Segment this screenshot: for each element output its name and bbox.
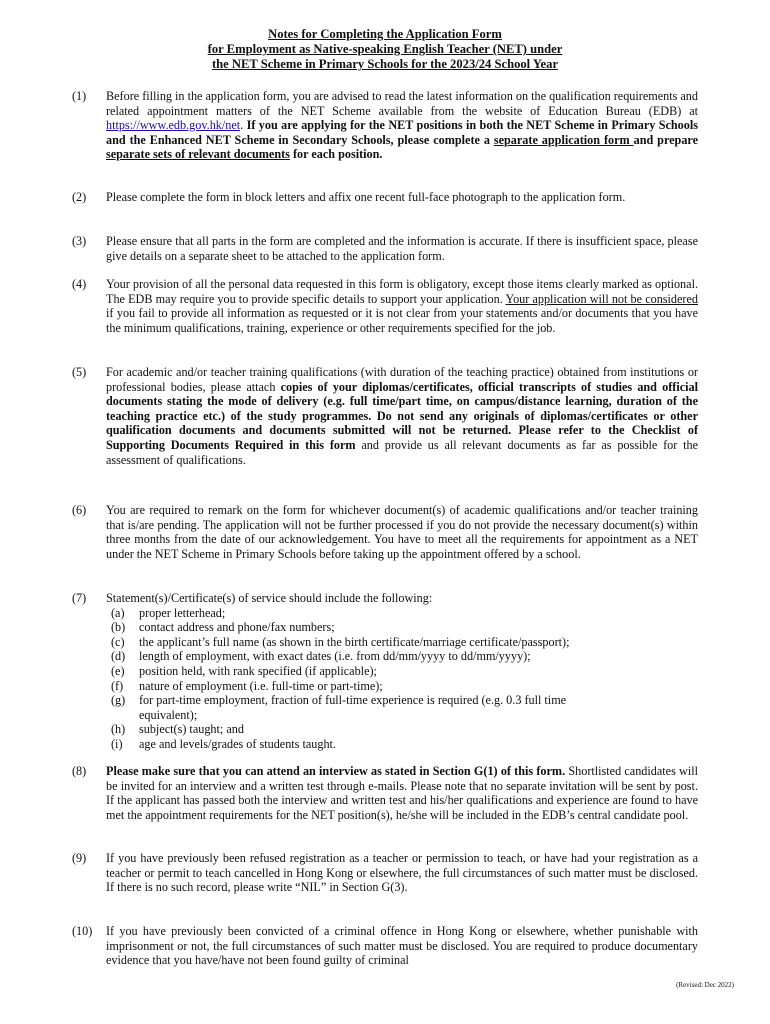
list-item bbox=[106, 649, 698, 664]
note-underlined-text: separate application form bbox=[493, 132, 634, 147]
list-item-text: for part-time employment, fraction of full-time experience is required (e.g. 0.3 full time equivalent); bbox=[139, 693, 567, 722]
note-bold-text: If you are applying for the NET positions in both the NET Scheme in Primary Schools and the Enhanced NET Scheme in Secondary Schools, please complete a bbox=[106, 118, 699, 147]
note-bold-text: for each position. bbox=[289, 147, 383, 162]
list-item-label: (f) bbox=[111, 678, 124, 693]
note-10 bbox=[72, 924, 698, 968]
list-item-label: (e) bbox=[111, 663, 125, 678]
document-title bbox=[0, 27, 770, 72]
edb-net-link[interactable]: https://www.edb.gov.hk/net bbox=[106, 118, 241, 133]
note-number: (1) bbox=[72, 89, 87, 103]
note-text: and provide us all relevant documents as far as possible for the assessment of qualifications. bbox=[106, 437, 698, 467]
note-text: Your provision of all the personal data requested in this form is obligatory, except those items clearly marked as optional. The EDB may require you to provide specific details to support your application. bbox=[106, 277, 698, 306]
note-body bbox=[106, 277, 698, 335]
list-item bbox=[106, 679, 698, 694]
note-3 bbox=[72, 234, 698, 263]
list-item bbox=[106, 635, 698, 650]
note-1 bbox=[72, 89, 698, 162]
list-item bbox=[106, 737, 698, 752]
list-item-text: position held, with rank specified (if applicable); bbox=[139, 663, 377, 678]
note-9 bbox=[72, 851, 698, 895]
note-bold-text: and prepare bbox=[633, 132, 699, 147]
note-body bbox=[106, 365, 698, 467]
note-number: (7) bbox=[72, 591, 87, 605]
note-bold-text: Please make sure that you can attend an interview as stated in Section G(1) of this form. bbox=[106, 764, 566, 778]
list-item-label: (d) bbox=[111, 649, 126, 664]
note-4 bbox=[72, 277, 698, 335]
list-item bbox=[106, 693, 609, 722]
note-5 bbox=[72, 365, 698, 467]
note-text: if you fail to provide all information as requested or it is not clear from your statements and/or documents that you have the minimum qualifications, training, experience or other requirements specified for the job. bbox=[106, 306, 698, 335]
note-body: You are required to remark on the form for whichever document(s) of academic qualifications and/or teacher training that is/are pending. The application will not be further processed if you do not provide the necessary document(s) within three months from the date of our acknowledgement. You have to meet all the requirements for appointment as a NET under the NET Scheme in Primary Schools before taking up the appointment offered by a school. bbox=[106, 503, 698, 561]
note-number: (4) bbox=[72, 277, 87, 291]
title-line-3: the NET Scheme in Primary Schools for the 2023/24 School Year bbox=[211, 57, 559, 71]
list-item-text: nature of employment (i.e. full-time or part-time); bbox=[139, 678, 383, 693]
note-number: (5) bbox=[72, 365, 87, 379]
note-number: (9) bbox=[72, 851, 87, 865]
list-item bbox=[106, 722, 698, 737]
note-number: (3) bbox=[72, 234, 87, 248]
note-2 bbox=[72, 190, 698, 205]
note-8 bbox=[72, 764, 698, 822]
note-text: Before filling in the application form, you are advised to read the latest information on the qualification requirements and related appointment matters of the NET Scheme available from the website of Education Bureau (EDB) at bbox=[106, 89, 698, 118]
list-item-text: the applicant’s full name (as shown in the birth certificate/marriage certificate/passport); bbox=[139, 634, 570, 649]
list-item-text: age and levels/grades of students taught. bbox=[139, 736, 336, 751]
list-item-label: (c) bbox=[111, 634, 125, 649]
list-item-label: (h) bbox=[111, 722, 126, 737]
note-underlined-text: Your application will not be considered bbox=[505, 291, 698, 306]
note-body bbox=[106, 764, 698, 822]
list-item-text: subject(s) taught; and bbox=[139, 722, 244, 737]
list-item-text: proper letterhead; bbox=[139, 605, 226, 620]
note-text: For academic and/or teacher training qualifications (with duration of the teaching practice) obtained from institutions or professional bodies, please attach bbox=[106, 365, 698, 394]
note-body: Please ensure that all parts in the form are completed and the information is accurate. If there is insufficient space, please give details on a separate sheet to be attached to the application form. bbox=[106, 234, 698, 263]
note-number: (2) bbox=[72, 190, 87, 204]
note-6 bbox=[72, 503, 698, 561]
list-item-text: contact address and phone/fax numbers; bbox=[139, 620, 335, 635]
note-underlined-text: separate sets of relevant documents bbox=[106, 147, 290, 162]
list-item-label: (a) bbox=[111, 605, 125, 620]
note-number: (10) bbox=[72, 924, 93, 938]
note-intro: Statement(s)/Certificate(s) of service should include the following: bbox=[106, 591, 433, 605]
note-text: . bbox=[240, 118, 247, 133]
revision-footer: (Revised: Dec 2022) bbox=[676, 981, 734, 989]
list-item-label: (g) bbox=[111, 693, 126, 708]
note-text: Shortlisted candidates will be invited for an interview and a written test through e-mails. Please note that no separate invitation will be sent by post. If the applicant has passed both the interview and written test and his/her qualifications and experience are found to have met the appointment requirements for the NET position(s), he/she will be included in the EDB’s central candidate pool. bbox=[106, 764, 698, 822]
note-number: (6) bbox=[72, 503, 87, 517]
list-item bbox=[106, 620, 698, 635]
note-body bbox=[106, 89, 698, 162]
title-line-1: Notes for Completing the Application Form bbox=[268, 27, 502, 41]
service-statement-list bbox=[106, 606, 698, 752]
note-bold-text: copies of your diplomas/certificates, official transcripts of studies and official documents stating the mode of delivery (e.g. full time/part time, on campus/distance learning, duration of the teaching practice etc.) of the study programmes. Do not send any originals of diplomas/certificates or other qualification documents and documents submitted will not be returned. Please refer to the Checklist of Supporting Documents Required in this form bbox=[106, 379, 698, 452]
list-item bbox=[106, 664, 698, 679]
list-item-label: (b) bbox=[111, 620, 126, 635]
list-item bbox=[106, 606, 698, 621]
note-number: (8) bbox=[72, 764, 87, 778]
title-line-2: for Employment as Native-speaking English Teacher (NET) under bbox=[207, 42, 563, 56]
note-body: If you have previously been refused registration as a teacher or permission to teach, or have had your registration as a teacher or permit to teach cancelled in Hong Kong or elsewhere, the full circumstances of such matter must be disclosed. If there is no such record, please write “NIL” in Section G(3). bbox=[106, 851, 698, 895]
note-7 bbox=[72, 591, 698, 752]
list-item-text: length of employment, with exact dates (i.e. from dd/mm/yyyy to dd/mm/yyyy); bbox=[139, 649, 531, 664]
list-item-label: (i) bbox=[111, 736, 123, 751]
note-body: If you have previously been convicted of a criminal offence in Hong Kong or elsewhere, whether punishable with imprisonment or not, the full circumstances of such matter must be disclosed. You are required to produce documentary evidence that you have/have not been found guilty of criminal bbox=[106, 924, 698, 968]
note-body: Please complete the form in block letters and affix one recent full-face photograph to the application form. bbox=[106, 190, 626, 204]
